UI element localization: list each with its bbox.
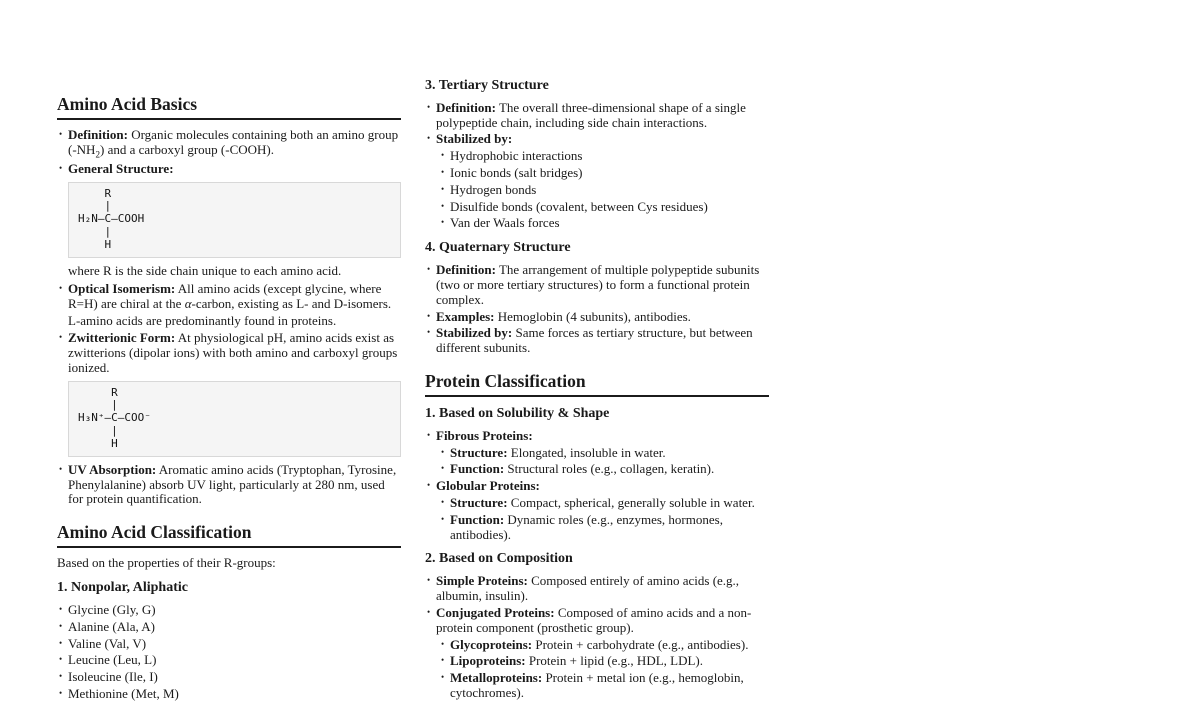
list-item [425,132,769,231]
list-item [439,200,769,215]
column-left [57,78,401,704]
bullet-list [57,463,401,507]
text-run: Definition: [68,127,128,142]
subsection-heading: 1. Nonpolar, Aliphatic [57,580,188,596]
list-item [57,162,401,177]
list-item [439,446,769,461]
text-run: Protein + carbohydrate (e.g., antibodies). [532,636,749,652]
list-item [57,637,401,652]
text-run: Leucine (Leu, L) [68,652,157,668]
list-item [57,653,401,668]
list-item [57,620,401,635]
bullet-list [425,574,769,701]
subsection-heading: 3. Tertiary Structure [425,78,549,93]
bullet-list [57,282,401,376]
list-item [439,671,769,701]
text-run: Optical Isomerism: [68,280,176,296]
code-line: H₂N—C—COOH [78,212,145,226]
text-run: Ionic bonds (salt bridges) [450,165,583,181]
text-run: Stabilized by: [436,325,513,341]
text-run: -carbon, existing as L- and D-isomers. [191,295,392,311]
code-line: | [78,424,118,438]
text-run: Definition: [436,262,496,278]
subsection-heading: 4. Quaternary Structure [425,240,571,256]
code-line: H₃N⁺—C—COO⁻ [78,411,151,425]
section-heading: Protein Classification [425,371,769,397]
text-run: Structure: [450,444,508,460]
list-item [439,638,769,653]
text-run: Glycoproteins: [450,636,533,652]
text-run: L-amino acids are predominantly found in proteins. [68,313,337,329]
text-run: 2 [95,149,100,160]
text-run: Composed entirely of amino acids (e.g., albumin, insulin). [436,573,740,604]
text-run: The arrangement of multiple polypeptide subunits (two or more tertiary structures) to form a functional protein complex. [436,262,760,307]
list-item [425,326,769,356]
text-run: Stabilized by: [436,131,513,147]
bullet-list [57,128,401,177]
code-line: | [78,199,112,213]
text-run: All amino acids (except glycine, where R=H) are chiral at the [68,280,382,311]
list-item [439,216,769,231]
document [57,78,769,704]
paragraph [68,264,401,279]
bullet-list [425,429,769,543]
list-item [439,183,769,198]
text-run: Hemoglobin (4 subunits), antibodies. [494,308,691,324]
text-run: Glycine (Gly, G) [68,601,156,617]
list-item [425,263,769,307]
code-line: H [78,238,112,252]
text-run: Methionine (Met, M) [68,685,179,701]
subsection-heading: 1. Based on Solubility & Shape [425,405,610,421]
list-item [425,606,769,701]
text-run: Aromatic amino acids (Tryptophan, Tyrosine, Phenylalanine) absorb UV light, particularly at 280 nm, used for protein quantification. [68,461,397,507]
text-run: Fibrous Proteins: [436,427,533,443]
list-item [439,166,769,181]
text-run: The overall three-dimensional shape of a single polypeptide chain, including side chain interactions. [436,99,746,130]
text-run: Globular Proteins: [436,478,540,494]
list-item [57,463,401,507]
paragraph [57,556,401,571]
list-item [425,101,769,131]
text-run: Organic molecules containing both an amino group (-NH [68,127,399,157]
list-item [57,331,401,375]
text-run: Compact, spherical, generally soluble in water. [507,495,755,511]
list-item [425,574,769,604]
list-item [57,670,401,685]
list-paragraph [68,314,401,329]
bullet-list [57,603,401,702]
list-item [439,654,769,669]
text-run: Isoleucine (Ile, I) [68,669,158,685]
text-run: Conjugated Proteins: [436,604,555,620]
text-run: Structure: [450,495,508,511]
text-run: Function: [450,461,505,477]
code-line: | [78,225,112,239]
text-run: Protein + lipid (e.g., HDL, LDL). [525,653,703,669]
text-run: Simple Proteins: [436,573,528,589]
bullet-list [425,263,769,356]
text-run: Hydrogen bonds [450,181,537,197]
list-item [439,513,769,543]
code-block [68,182,401,258]
text-run: Elongated, insoluble in water. [507,444,666,460]
bullet-list [439,446,769,478]
column-right [425,78,769,704]
list-item [439,462,769,477]
text-run: Lipoproteins: [450,653,526,669]
text-run: General Structure: [68,160,174,176]
section-heading: Amino Acid Classification [57,522,401,548]
list-item [425,429,769,477]
text-run: Examples: [436,308,495,324]
code-line: R [78,186,112,200]
bullet-list [425,101,769,232]
text-run: Van der Waals forces [450,215,560,231]
code-line: | [78,398,118,412]
list-item [439,149,769,164]
bullet-list [439,149,769,231]
list-item [57,687,401,702]
text-run: Function: [450,511,505,527]
list-item [425,310,769,325]
code-line: R [78,385,118,399]
text-run: Composed of amino acids and a non-protein component (prosthetic group). [436,604,752,635]
text-run: At physiological pH, amino acids exist as zwitterions (dipolar ions) with both amino and carboxyl groups ionized. [68,330,398,375]
code-block [68,381,401,457]
text-run: Definition: [436,99,496,115]
list-item [425,479,769,542]
bullet-list [439,638,769,701]
text-run: ) and a carboxyl group (-COOH). [99,141,274,157]
text-run: Alanine (Ala, A) [68,618,156,634]
text-run: Valine (Val, V) [68,635,147,651]
list-item [57,128,401,160]
text-run: Based on the properties of their R-groups: [57,555,276,571]
list-item [57,603,401,618]
text-run: Structural roles (e.g., collagen, keratin). [504,461,715,477]
text-run: Protein + metal ion (e.g., hemoglobin, cytochromes). [450,670,744,700]
text-run: Dynamic roles (e.g., enzymes, hormones, antibodies). [450,511,723,542]
code-line: H [78,437,118,450]
text-run: Hydrophobic interactions [450,148,583,164]
text-run: Zwitterionic Form: [68,330,176,346]
subsection-heading: 2. Based on Composition [425,551,573,567]
list-item [439,496,769,511]
section-heading: Amino Acid Basics [57,94,401,120]
text-run: Metalloproteins: [450,670,543,686]
text-run: Same forces as tertiary structure, but between different subunits. [436,325,753,356]
text-run: where R is the side chain unique to each amino acid. [68,262,342,278]
text-run: UV Absorption: [68,461,157,477]
text-run: Disulfide bonds (covalent, between Cys residues) [450,198,708,214]
bullet-list [439,496,769,542]
list-item [57,282,401,329]
text-run: α [184,295,192,311]
